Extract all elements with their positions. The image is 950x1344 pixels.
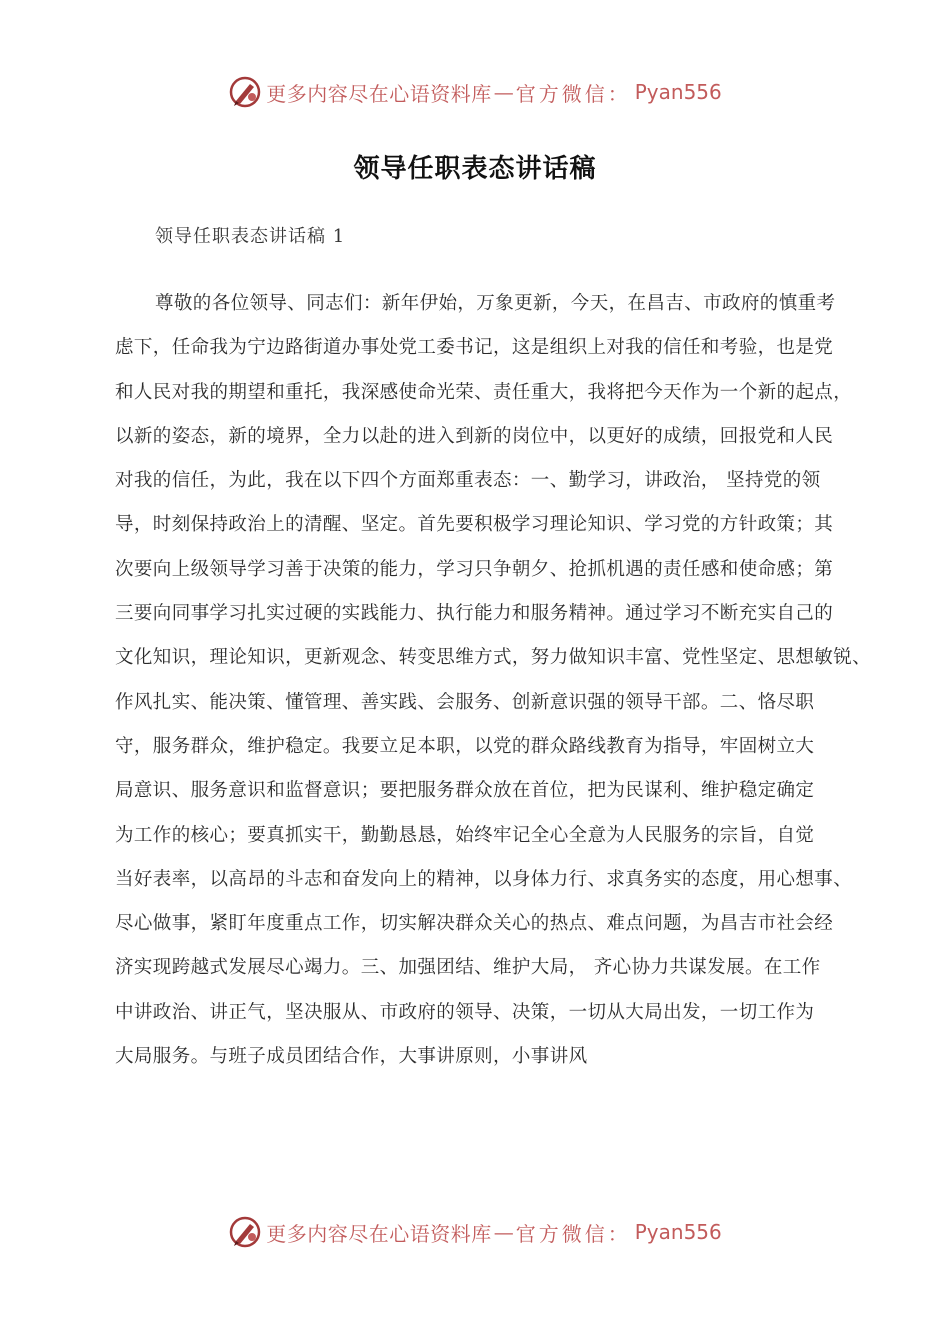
body-line: 为工作的核心；要真抓实干，勤勤恳恳，始终牢记全心全意为人民服务的宗旨，自觉 bbox=[115, 824, 815, 846]
body-line: 文化知识，理论知识，更新观念、转变思维方式，努力做知识丰富、党性坚定、思想敏锐、 bbox=[115, 647, 872, 669]
body-line: 当好表率，以高昂的斗志和奋发向上的精神，以身体力行、求真务实的态度，用心想事、 bbox=[115, 868, 853, 890]
pen-logo-icon bbox=[228, 75, 262, 109]
banner-wechat-id: Pyan556 bbox=[634, 1220, 722, 1244]
banner-wechat-label: 官方微信： bbox=[515, 81, 631, 106]
banner-text: 更多内容尽在心语资料库 bbox=[266, 1221, 492, 1246]
header-banner bbox=[0, 72, 950, 112]
body-line: 尽心做事，紧盯年度重点工作，切实解决群众关心的热点、难点问题，为昌吉市社会经 bbox=[115, 913, 834, 935]
body-line: 虑下，任命我为宁边路街道办事处党工委书记，这是组织上对我的信任和考验，也是党 bbox=[115, 337, 834, 359]
body-line: 尊敬的各位领导、同志们：新年伊始，万象更新，今天，在昌吉、市政府的慎重考 bbox=[155, 293, 836, 314]
body-line: 次要向上级领导学习善于决策的能力，学习只争朝夕、抢抓机遇的责任感和使命感；第 bbox=[115, 558, 834, 580]
banner-wechat-label: 官方微信： bbox=[515, 1221, 631, 1246]
body-line: 三要向同事学习扎实过硬的实践能力、执行能力和服务精神。通过学习不断充实自己的 bbox=[115, 603, 834, 625]
body-line: 大局服务。与班子成员团结合作，大事讲原则，小事讲风 bbox=[115, 1046, 588, 1068]
document-title: 领导任职表态讲话稿 bbox=[353, 154, 597, 184]
body-line: 守，服务群众，维护稳定。我要立足本职，以党的群众路线教育为指导，牢固树立大 bbox=[115, 735, 815, 757]
body-line: 济实现跨越式发展尽心竭力。三、加强团结、维护大局， 齐心协力共谋发展。在工作 bbox=[115, 957, 821, 979]
body-line: 对我的信任，为此，我在以下四个方面郑重表态：一、勤学习，讲政治， 坚持党的领 bbox=[115, 470, 821, 492]
banner-wechat-id: Pyan556 bbox=[634, 80, 722, 104]
pen-logo-icon bbox=[228, 1215, 262, 1249]
body-line: 局意识、服务意识和监督意识；要把服务群众放在首位，把为民谋利、维护稳定确定 bbox=[115, 780, 815, 802]
document-subtitle: 领导任职表态讲话稿 1 bbox=[155, 226, 346, 247]
banner-separator: — bbox=[493, 80, 514, 104]
banner-separator: — bbox=[493, 1220, 514, 1244]
body-line: 导，时刻保持政治上的清醒、坚定。首先要积极学习理论知识、学习党的方针政策；其 bbox=[115, 514, 834, 536]
body-line: 作风扎实、能决策、懂管理、善实践、会服务、创新意识强的领导干部。二、恪尽职 bbox=[115, 691, 815, 713]
body-line: 和人民对我的期望和重托，我深感使命光荣、责任重大，我将把今天作为一个新的起点， bbox=[115, 381, 853, 403]
body-line: 中讲政治、讲正气，坚决服从、市政府的领导、决策，一切从大局出发，一切工作为 bbox=[115, 1001, 815, 1023]
body-line: 以新的姿态，新的境界，全力以赴的进入到新的岗位中，以更好的成绩，回报党和人民 bbox=[115, 425, 834, 447]
banner-text: 更多内容尽在心语资料库 bbox=[266, 81, 492, 106]
footer-banner bbox=[0, 1212, 950, 1252]
document-body bbox=[115, 288, 875, 1085]
